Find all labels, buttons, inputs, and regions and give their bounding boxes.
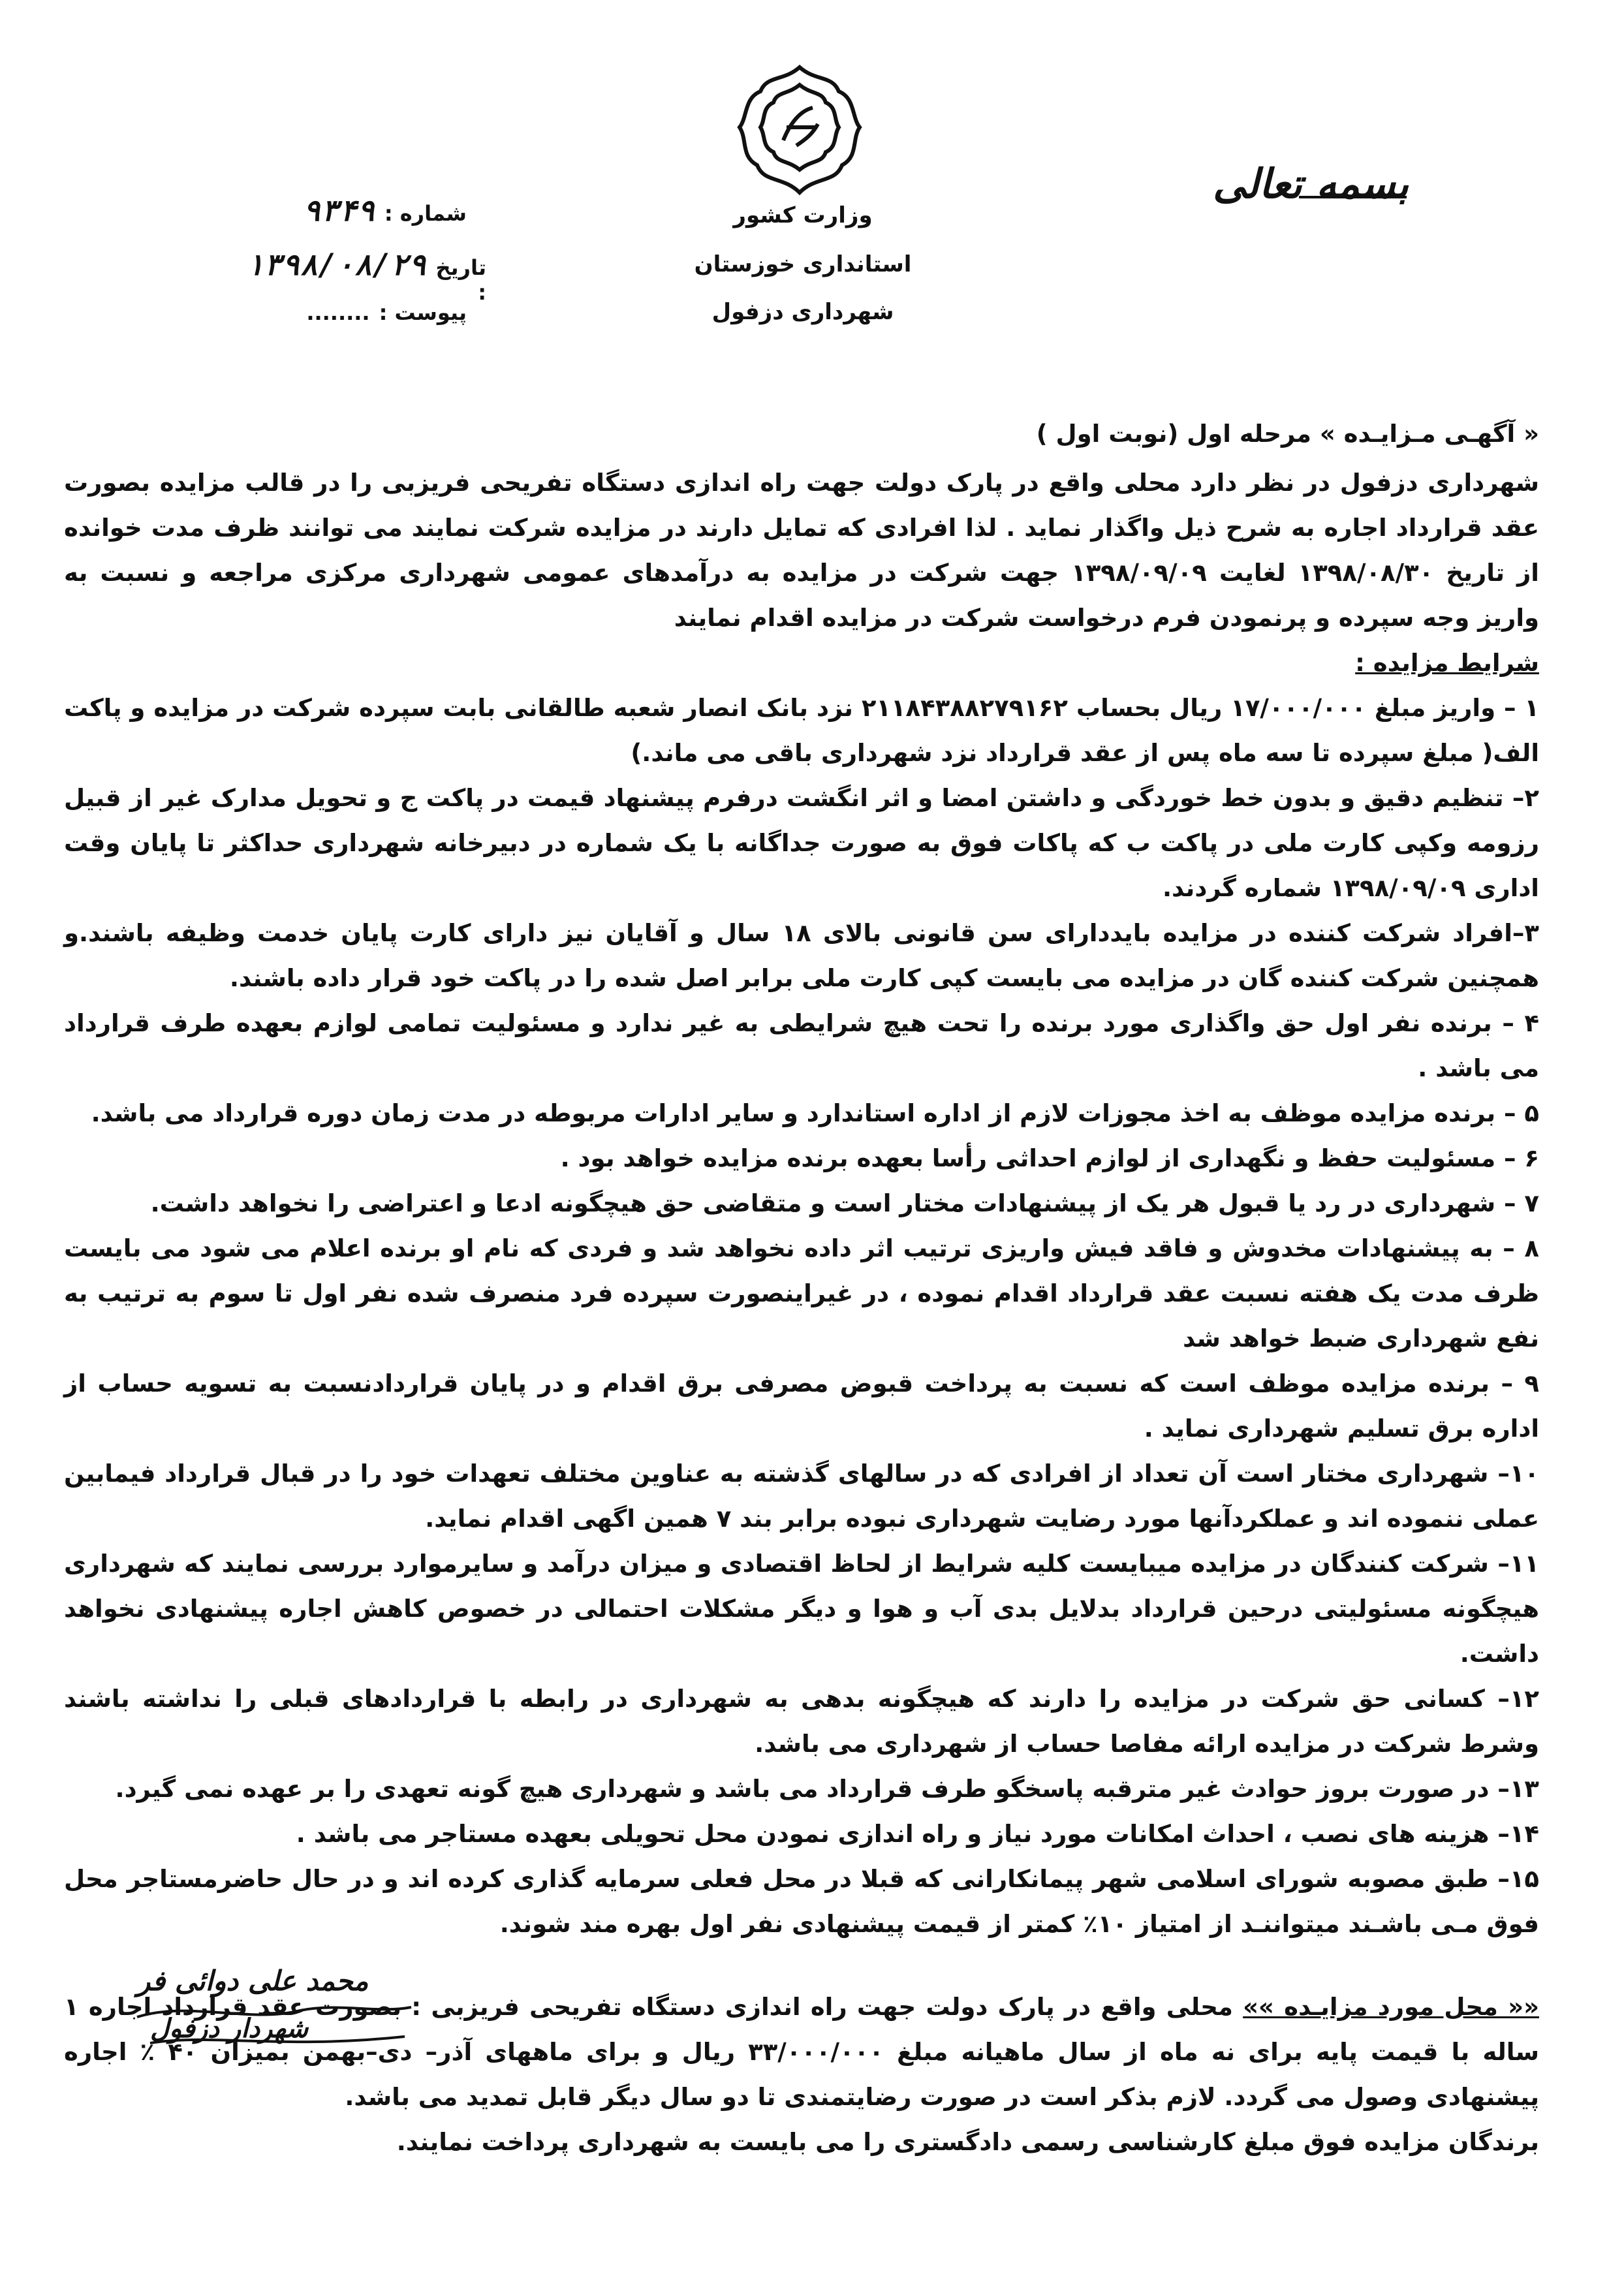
date-label: تاریخ : xyxy=(435,255,486,305)
condition-item: ۱۳– در صورت بروز حوادث غیر مترقبه پاسخگو طرف قرارداد می باشد و شهرداری هیچ گونه تعهدی را بر عهده نمی گیرد. xyxy=(115,1775,1539,1803)
condition-item: ۸ – به پیشنهادات مخدوش و فاقد فیش واریزی ترتیب اثر داده نخواهد شد و فردی که نام او برنده اعلام می شود می بایست ظرف مدت یک هفته نسبت عقد قرارداد اقدام نموده ، در غیراینصورت سپرده فرد منصرف شده نفر اول تا سوم به ترتیب به نفع شهرداری ضبط خواهد شد xyxy=(64,1234,1539,1352)
basmala-underline xyxy=(1299,196,1407,198)
ministry-name: وزارت کشور xyxy=(733,202,873,228)
attachment-value: ........ xyxy=(306,300,370,325)
notice-body xyxy=(64,411,1539,2165)
condition-item: ۷ – شهرداری در رد یا قبول هر یک از پیشنهادات مختار است و متقاضی حق هیچگونه ادعا و اعتراضی را نخواهد داشت. xyxy=(150,1189,1539,1217)
conditions-title: شرایط مزایده : xyxy=(1355,649,1539,677)
condition-item: ۱۲– کسانی حق شرکت در مزایده را دارند که هیچگونه بدهی به شهرداری در رابطه با قراردادهای قبلی را نداشته باشند وشرط شرکت در مزایده ارائه مفاصا حساب از شهرداری می باشد. xyxy=(64,1685,1539,1758)
condition-item: ۱۵– طبق مصوبه شورای اسلامی شهر پیمانکارانی که قبلا در محل فعلی سرمایه گذاری کرده اند و در حال حاضرمستاجر محل فوق مـی باشـند میتواننـد از امتیاز ۱۰٪ کمتر از قیمت پیشنهادی نفر اول بهره مند شوند. xyxy=(64,1865,1539,1938)
date-value: ۱۳۹۸/۰۸/۲۹ xyxy=(245,247,427,282)
condition-item: ۱۴– هزینه های نصب ، احداث امکانات مورد نیاز و راه اندازی نمودن محل تحویلی بعهده مستاجر می باشد . xyxy=(296,1820,1539,1848)
closing-note: برندگان مزایده فوق مبلغ کارشناسی رسمی دادگستری را می بایست به شهرداری پرداخت نمایند. xyxy=(396,2128,1539,2156)
signature-scribble xyxy=(131,1997,418,2056)
letter-date xyxy=(245,247,486,305)
letter-attachment xyxy=(251,300,467,325)
condition-item: ۲– تنظیم دقیق و بدون خط خوردگی و داشتن امضا و اثر انگشت درفرم پیشنهاد قیمت در پاکت ج و تحویل مدارک غیر از قبیل رزومه وکپی کارت ملی در پاکت ب که پاکات فوق به صورت جداگانه با یک شماره در دبیرخانه شهرداری حداکثر تا پایان وقت اداری ۱۳۹۸/۰۹/۰۹ شماره گردند. xyxy=(64,784,1539,902)
notice-intro: شهرداری دزفول در نظر دارد محلی واقع در پارک دولت جهت راه اندازی دستگاه تفریحی فریزبی را در قالب مزایده بصورت عقد قرارداد اجاره به شرح ذیل واگذار نماید . لذا افرادی که تمایل دارند در مزایده شرکت نمایند می توانند ظرف مدت خوانده از تاریخ ۱۳۹۸/۰۸/۳۰ لغایت ۱۳۹۸/۰۹/۰۹ جهت شرکت در مزایده به درآمدهای عمومی شهرداری مرکزی مراجعه و نسبت به واریز وجه سپرده و پرنمودن فرم درخواست شرکت در مزایده اقدام نمایند xyxy=(64,469,1539,632)
condition-item: ۱ – واریز مبلغ ۱۷/۰۰۰/۰۰۰ ریال بحساب ۲۱۱۸۴۳۸۸۲۷۹۱۶۲ نزد بانک انصار شعبه طالقانی بابت سپرده شرکت در مزایده و پاکت الف( مبلغ سپرده تا سه ماه پس از عقد قرارداد نزد شهرداری باقی می ماند.) xyxy=(64,694,1540,767)
basmala-heading: بسمه تعالی xyxy=(1213,160,1409,208)
condition-item: ۹ – برنده مزایده موظف است که نسبت به پرداخت قبوض مصرفی برق اقدام و در پایان قراردادنسبت به تسویه حساب از اداره برق تسلیم شهرداری نماید . xyxy=(64,1369,1539,1443)
letter-number xyxy=(251,193,467,228)
condition-item: ۱۰– شهرداری مختار است آن تعداد از افرادی که در سالهای گذشته به عناوین مختلف تعهدات خود را در قبال قرارداد فیمابین عملی ننموده اند و عملکردآنها مورد رضایت شهرداری نبوده برابر بند ۷ همین اگهی اقدام نماید. xyxy=(64,1460,1539,1533)
condition-item: ۶ – مسئولیت حفظ و نگهداری از لوازم احداثی رأسا بعهده برنده مزایده خواهد بود . xyxy=(560,1144,1539,1172)
number-value: ۹۳۴۹ xyxy=(303,193,375,228)
municipality-emblem-icon xyxy=(734,62,865,199)
auction-site-text: محلی واقع در پارک دولت جهت راه اندازی دستگاه تفریحی فریزبی : بصورت عقد قرارداد اجاره ۱ ساله با قیمت پایه برای نه ماه از سال ماهیانه مبلغ ۳۳/۰۰۰/۰۰۰ ریال و برای ماههای آذر– دی–بهمن بمیزان ۴۰ ٪ اجاره پیشنهادی وصول می گردد. لازم بذکر است در صورت رضایتمندی تا دو سال دیگر قابل تمدید می باشد. xyxy=(64,1993,1540,2111)
condition-item: ۳–افراد شرکت کننده در مزایده بایددارای سن قانونی بالای ۱۸ سال و آقایان نیز دارای کارت پایان خدمت وظیفه باشند.و همچنین شرکت کننده گان در مزایده می بایست کپی کارت ملی برابر اصل شده را در پاکت خود قرار داده باشند. xyxy=(64,919,1539,992)
auction-site-title: «« محل مورد مزایـده »» xyxy=(1243,1993,1539,2021)
attachment-label: پیوست : xyxy=(379,300,467,325)
condition-item: ۴ – برنده نفر اول حق واگذاری مورد برنده را تحت هیچ شرایطی به غیر ندارد و مسئولیت تمامی لوازم بعهده طرف قرارداد می باشد . xyxy=(64,1009,1539,1082)
signatory-title: شهردار دزفول xyxy=(150,2014,309,2044)
number-label: شماره : xyxy=(384,201,467,226)
notice-heading: « آگهـی مـزایـده » مرحله اول (نوبت اول ) xyxy=(1036,420,1539,448)
conditions-list xyxy=(64,685,1539,1946)
condition-item: ۵ – برنده مزایده موظف به اخذ مجوزات لازم از اداره استاندارد و سایر ادارات مربوطه در مدت زمان دوره قرارداد می باشد. xyxy=(91,1099,1539,1127)
signatory-name: محمد علی دوائی فر xyxy=(137,1965,369,1997)
condition-item: ۱۱– شرکت کنندگان در مزایده میبایست کلیه شرایط از لحاظ اقتصادی و میزان درآمد و سایرموارد بررسی نمایند که شهرداری هیچگونه مسئولیتی درحین قرارداد بدلایل بدی آب و هوا و دیگر مشکلات احتمالی در خصوص کاهش اجاره پیشنهادی نخواهد داشت. xyxy=(64,1550,1539,1668)
municipality-name: شهرداری دزفول xyxy=(711,299,894,325)
province-name: استانداری خوزستان xyxy=(694,251,912,277)
